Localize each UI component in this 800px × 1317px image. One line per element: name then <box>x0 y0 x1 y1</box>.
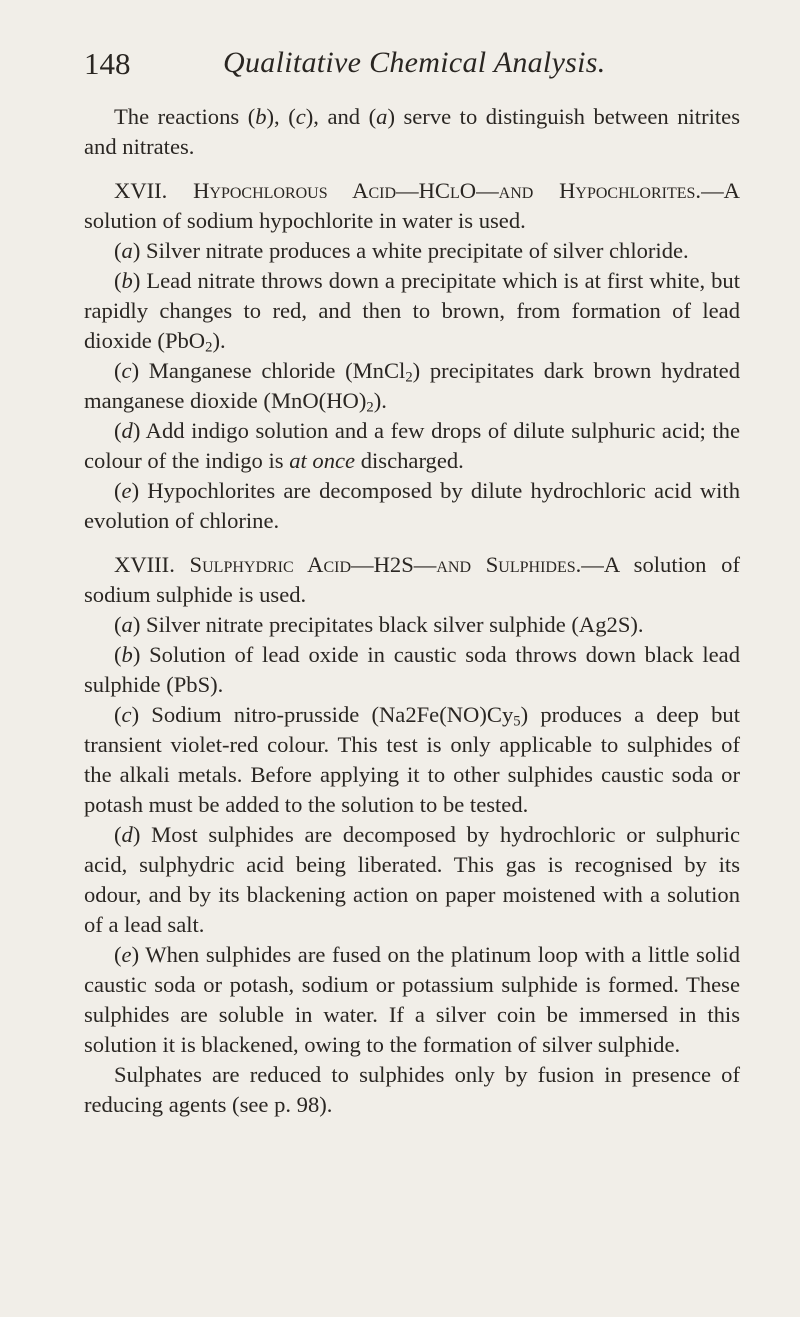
section-17-item-c: (c) Manganese chloride (MnCl$_2$) precipitates dark brown hydrated manganese dioxide $(MnO(HO)_2)$. <box>84 358 741 416</box>
section-18-item-c: (c) Sodium nitro-prusside $(Na2Fe(NO)Cy_5)$ produces a deep but transient violet-red colour. This test is only applicable to sulphides of the alkali metals. Before applying it to other sulphides caustic soda or potash must be added to the solution to be tested. <box>84 702 740 817</box>
page-header <box>84 42 734 92</box>
running-title: Qualitative Chemical Analysis. <box>223 46 606 79</box>
body-text <box>84 102 740 1120</box>
section-18-heading: XVIII. Sulphydric Acid—H2S—and Sulphides. <box>114 552 582 577</box>
section-17-item-a: (a) Silver nitrate produces a white precipitate of silver chloride. <box>114 238 689 263</box>
section-18-intro: —A solution of sodium sulphide is used. <box>84 552 740 607</box>
section-18-item-a: (a) Silver nitrate precipitates black silver sulphide (Ag2S). <box>114 612 644 637</box>
section-17-heading-paragraph <box>84 176 740 236</box>
section-18-item-b: (b) Solution of lead oxide in caustic soda throws down black lead sulphide (PbS). <box>84 642 740 697</box>
section-17-item-b: (b) Lead nitrate throws down a precipitate which is at first white, but rapidly changes to red, and then to brown, from formation of lead dioxide (PbO$_2$). <box>84 268 740 356</box>
section-18-item-e: (e) When sulphides are fused on the platinum loop with a little solid caustic soda or potash, sodium or potassium sulphide is formed. These sulphides are soluble in water. If a silver coin be immersed in this solution it is blackened, owing to the formation of silver sulphide. <box>84 942 740 1057</box>
intro-paragraph: The reactions (b), (c), and (a) serve to distinguish between nitrites and nitrates. <box>84 104 740 159</box>
section-17-item-d: (d) Add indigo solution and a few drops of dilute sulphuric acid; the colour of the indigo is at once discharged. <box>84 418 740 473</box>
section-18-note: Sulphates are reduced to sulphides only by fusion in presence of reducing agents (see p. 98). <box>84 1062 740 1117</box>
section-18-heading-paragraph <box>84 550 740 610</box>
section-17-item-e: (e) Hypochlorites are decomposed by dilute hydrochloric acid with evolution of chlorine. <box>84 478 740 533</box>
section-18-item-d: (d) Most sulphides are decomposed by hydrochloric or sulphuric acid, sulphydric acid being liberated. This gas is recognised by its odour, and by its blackening action on paper moistened with a solution of a lead salt. <box>84 822 740 937</box>
page-number: 148 <box>84 46 131 81</box>
section-17-intro: —A solution of sodium hypochlorite in water is used. <box>84 178 740 233</box>
section-17-heading: XVII. Hypochlorous Acid—HClO—and Hypochlorites. <box>114 178 702 203</box>
